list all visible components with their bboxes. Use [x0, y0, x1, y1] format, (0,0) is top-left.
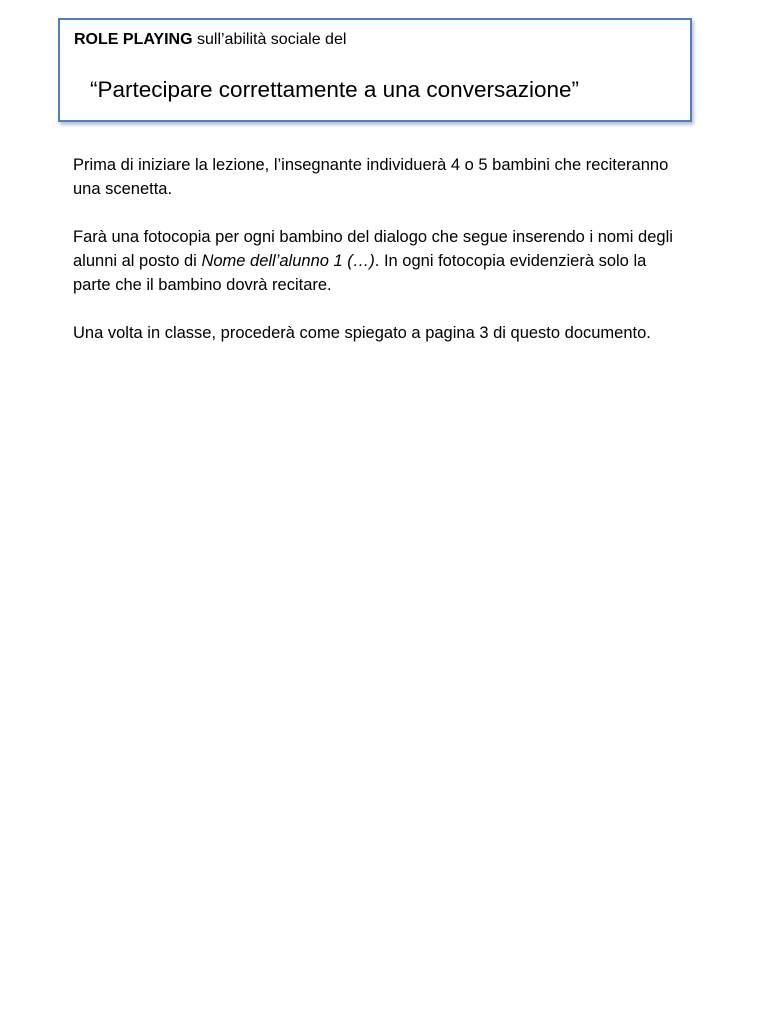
paragraph-1: Prima di iniziare la lezione, l’insegnante individuerà 4 o 5 bambini che reciteranno una scenetta.: [73, 156, 669, 198]
page-title: “Partecipare correttamente a una conversazione”: [90, 77, 580, 102]
paragraph-3: Una volta in classe, procederà come spiegato a pagina 3 di questo documento.: [73, 324, 651, 342]
header-subtitle-rest: sull’abilità sociale del: [192, 31, 347, 48]
header-subtitle: [74, 30, 346, 50]
document-body: [73, 153, 683, 369]
header-box: [58, 18, 692, 122]
header-subtitle-bold: ROLE PLAYING: [74, 31, 193, 48]
paragraph-2-italic: Nome dell’alunno 1 (…): [201, 252, 375, 270]
paragraph-2-start: Farà una fotocopia per ogni bambino del dialogo che segue inserendo i nomi degli alunni al posto di: [73, 228, 673, 270]
paragraph-2-end: . In ogni fotocopia evidenzierà solo la parte che il bambino dovrà recitare.: [73, 252, 647, 294]
paragraph-2: [73, 225, 683, 297]
